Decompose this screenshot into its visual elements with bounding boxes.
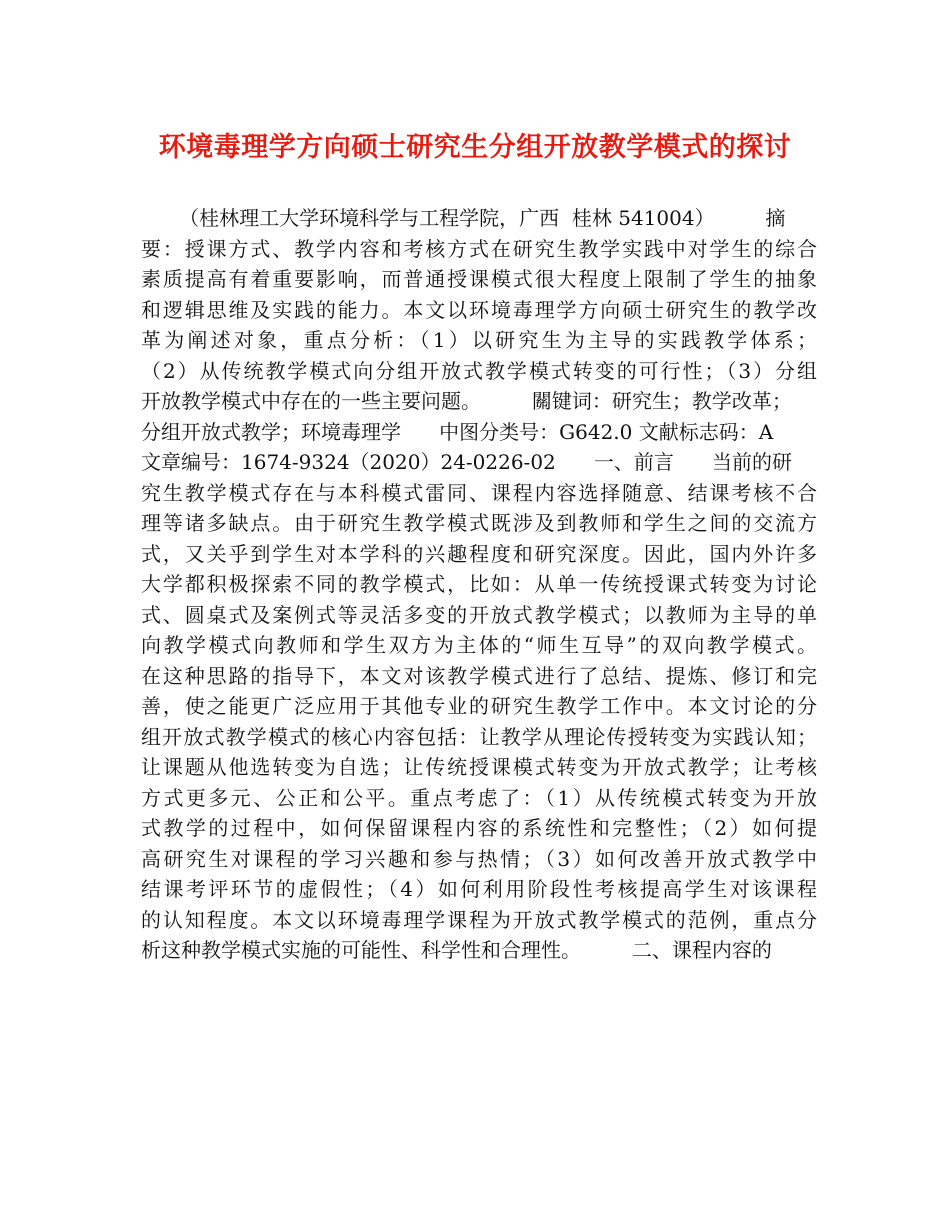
body-line: 理等诸多缺点。由于研究生教学模式既涉及到教师和学生之间的交流方 (141, 511, 817, 535)
body-line: （2）从传统教学模式向分组开放式教学模式转变的可行性；（3）分组 (141, 358, 817, 383)
body-line: 式教学的过程中，如何保留课程内容的系统性和完整性；（2）如何提 (141, 816, 817, 840)
body-line: 和逻辑思维及实践的能力。本文以环境毒理学方向硕士研究生的教学改 (141, 297, 817, 322)
body-line: 开放教学模式中存在的一些主要问题。 關键词：研究生；教学改革； (141, 389, 792, 413)
body-line: 结课考评环节的虚假性；（4）如何利用阶段性考核提高学生对该课程 (141, 877, 817, 901)
body-line: 革为阐述对象，重点分析：（1）以研究生为主导的实践教学体系； (141, 328, 817, 352)
body-line: 分组开放式教学；环境毒理学 中图分类号：G642.0 文献标志码：A (141, 419, 774, 444)
body-line: 让课题从他选转变为自选；让传统授课模式转变为开放式教学；让考核 (141, 755, 817, 779)
body-line: 式、圆桌式及案例式等灵活多变的开放式教学模式；以教师为主导的单 (141, 602, 817, 627)
body-line: 善，使之能更广泛应用于其他专业的研究生教学工作中。本文讨论的分 (141, 694, 817, 718)
body-line: （桂林理工大学环境科学与工程学院，广西 桂林 541004） 摘 (141, 206, 786, 230)
body-line: 向教学模式向教师和学生双方为主体的“师生互导”的双向教学模式。 (141, 633, 817, 657)
body-line: 要：授课方式、教学内容和考核方式在研究生教学实践中对学生的综合 (141, 236, 817, 261)
body-line: 高研究生对课程的学习兴趣和参与热情；（3）如何改善开放式教学中 (141, 846, 817, 871)
document-body (141, 203, 817, 966)
body-line: 析这种教学模式实施的可能性、科学性和合理性。 二、课程内容的 (141, 938, 772, 962)
document-title: 环境毒理学方向硕士研究生分组开放教学模式的探讨 (158, 132, 792, 163)
body-line: 方式更多元、公正和公平。重点考虑了：（1）从传统模式转变为开放 (141, 785, 817, 810)
body-line: 在这种思路的指导下，本文对该教学模式进行了总结、提炼、修订和完 (141, 663, 817, 688)
body-line: 文章编号：1674-9324（2020）24-0226-02 一、前言 当前的研 (141, 450, 793, 474)
body-line: 素质提高有着重要影响，而普通授课模式很大程度上限制了学生的抽象 (141, 267, 817, 291)
body-line: 究生教学模式存在与本科模式雷同、课程内容选择随意、结课考核不合 (141, 480, 817, 505)
body-line: 的认知程度。本文以环境毒理学课程为开放式教学模式的范例，重点分 (141, 907, 817, 932)
body-line: 大学都积极探索不同的教学模式，比如：从单一传统授课式转变为讨论 (141, 572, 817, 596)
body-line: 组开放式教学模式的核心内容包括：让教学从理论传授转变为实践认知； (141, 724, 817, 749)
body-line: 式，又关乎到学生对本学科的兴趣程度和研究深度。因此，国内外许多 (141, 541, 817, 566)
